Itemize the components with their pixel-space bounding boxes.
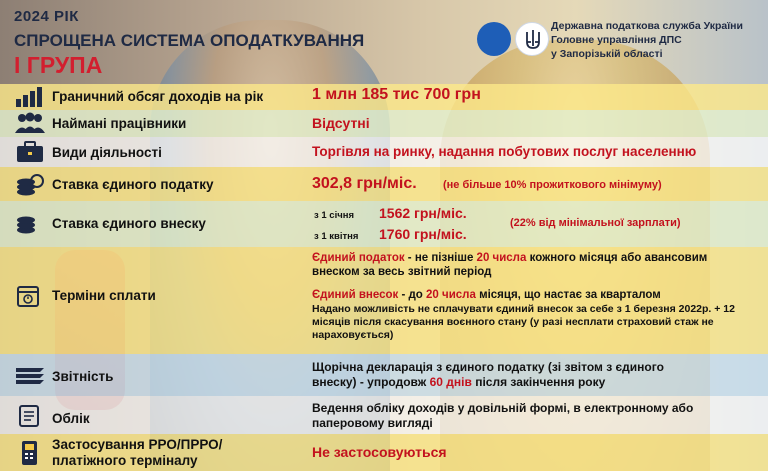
activities-value: Торгівля на ринку, надання побутових послуг населенню <box>312 144 697 159</box>
org-line-3: у Запорізькій області <box>551 48 663 60</box>
rro-label-line-2: платіжного терміналу <box>52 453 198 468</box>
accounting-value: Ведення обліку доходів у довільній формі, в електронному або паперовому вигляді <box>312 401 694 430</box>
workers-label: Наймані працівники <box>52 116 187 131</box>
pos-terminal-icon <box>14 440 46 464</box>
terms-p1-b: кожного місяця або авансовим внеском за весь звітний період <box>312 252 708 278</box>
reporting-label: Звітність <box>52 369 114 384</box>
group-title: І ГРУПА <box>14 52 103 78</box>
dps-logo <box>477 22 547 58</box>
terms-single-contribution <box>312 288 742 302</box>
reporting-highlight: 60 днів <box>429 375 472 389</box>
briefcase-icon <box>14 140 46 164</box>
rro-value: Не застосовуються <box>312 444 447 460</box>
contribution-date-1: з 1 січня <box>314 210 355 221</box>
org-line-1: Державна податкова служба України <box>551 20 743 32</box>
reporting-value <box>312 360 692 390</box>
org-line-2: Головне управління ДПС <box>551 34 682 46</box>
people-icon <box>14 112 46 136</box>
terms-label: Терміни сплати <box>52 288 156 303</box>
terms-p2-b: місяця, що настає за кварталом <box>475 289 661 301</box>
workers-value: Відсутні <box>312 115 370 131</box>
terms-p1-lead: Єдиний податок <box>312 252 405 264</box>
terms-p2-lead: Єдиний внесок <box>312 289 399 301</box>
trident-icon <box>515 22 549 56</box>
contribution-amount-1: 1562 грн/міс. <box>379 205 467 221</box>
reporting-text-a: Щорічна декларація з єдиного податку (зі звітом з єдиного внеску) - упродовж <box>312 360 664 389</box>
documents-icon <box>14 362 46 386</box>
contribution-note: (22% від мінімальної зарплати) <box>510 217 681 229</box>
logo-blue-circle <box>477 22 511 56</box>
terms-single-tax <box>312 251 732 279</box>
organization-name <box>551 19 743 61</box>
terms-p2-highlight: 20 числа <box>426 289 476 301</box>
rro-label-line-1: Застосування РРО/ПРРО/ <box>52 437 223 452</box>
contribution-label: Ставка єдиного внеску <box>52 216 206 231</box>
coins-icon <box>14 172 46 196</box>
page-title: СПРОЩЕНА СИСТЕМА ОПОДАТКУВАННЯ <box>14 31 365 50</box>
contribution-date-2: з 1 квітня <box>314 231 359 242</box>
terms-exemption-note: Надано можливість не сплачувати єдиний внесок за себе з 1 березня 2022р. + 12 місяців після скасування воєнного стану (у разі несплати страховий стаж не нараховується) <box>312 303 735 341</box>
accounting-label: Облік <box>52 411 90 426</box>
ledger-icon <box>14 404 46 428</box>
calendar-clock-icon <box>14 284 46 308</box>
activities-label: Види діяльності <box>52 145 162 160</box>
tax-rate-note: (не більше 10% прожиткового мінімуму) <box>443 179 662 191</box>
terms-p2-a: - до <box>398 289 427 301</box>
reporting-text-b: після закінчення року <box>471 375 606 389</box>
terms-p1-a: - не пізніше <box>404 252 477 264</box>
chart-bars-icon <box>14 86 46 110</box>
terms-p1-highlight: 20 числа <box>476 252 527 264</box>
income-value: 1 млн 185 тис 700 грн <box>312 86 481 103</box>
coins-stack-icon <box>14 211 46 235</box>
tax-rate-value: 302,8 грн/міс. <box>312 175 417 192</box>
income-label: Граничний обсяг доходів на рік <box>52 89 264 104</box>
year-label: 2024 РІК <box>14 8 79 25</box>
contribution-amount-2: 1760 грн/міс. <box>379 226 467 242</box>
rro-label <box>52 437 222 469</box>
tax-rate-label: Ставка єдиного податку <box>52 177 214 192</box>
